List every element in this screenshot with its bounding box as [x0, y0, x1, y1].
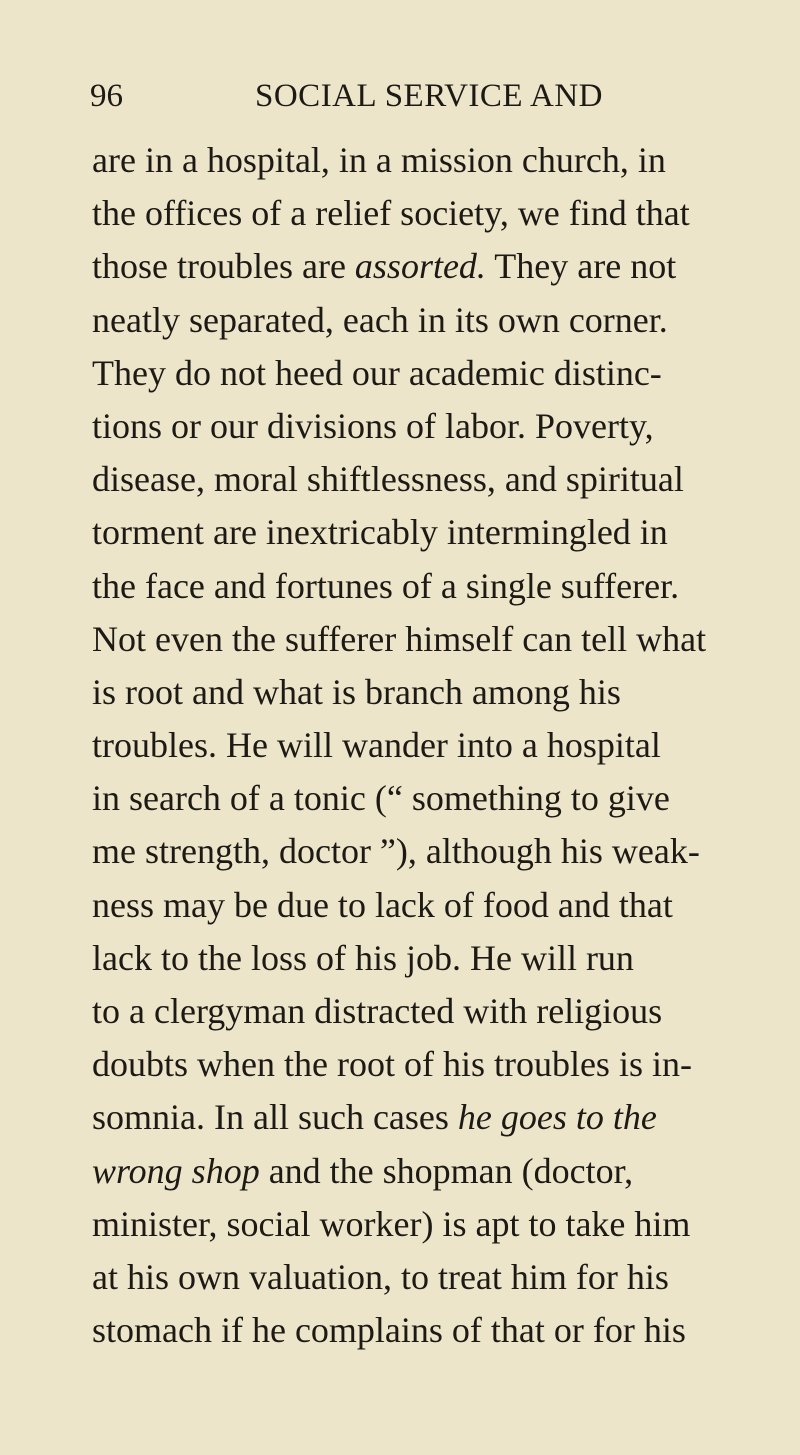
text-line: is root and what is branch among his — [92, 671, 621, 712]
emphasis-wrong-shop: wrong shop — [92, 1150, 260, 1191]
page-number: 96 — [90, 78, 123, 114]
text-line: stomach if he complains of that or for his — [92, 1310, 686, 1351]
text-line: in search of a tonic (“ something to give — [92, 778, 670, 819]
text-line: doubts when the root of his troubles is in- — [92, 1044, 692, 1085]
text-line: wrong shop and the shopman (doctor, — [92, 1150, 634, 1191]
text-line: lack to the loss of his job. He will run — [92, 937, 634, 978]
text-line: neatly separated, each in its own corner. — [92, 299, 668, 340]
text-line: ness may be due to lack of food and that — [92, 884, 673, 925]
text-line: those troubles are assorted. They are not — [92, 246, 677, 287]
text-line: torment are inextricably intermingled in — [92, 512, 668, 553]
text-line: me strength, doctor ”), although his weak- — [92, 831, 700, 872]
text-line: disease, moral shiftlessness, and spiritual — [92, 459, 684, 500]
text-line: Not even the sufferer himself can tell what — [92, 618, 707, 659]
text-line: the face and fortunes of a single sufferer. — [92, 565, 680, 606]
text-line: They do not heed our academic distinc- — [92, 352, 662, 393]
running-head-title: SOCIAL SERVICE AND — [255, 78, 603, 114]
text-line: tions or our divisions of labor. Poverty, — [92, 405, 654, 446]
text-line: somnia. In all such cases he goes to the — [92, 1097, 657, 1138]
text-line: the offices of a relief society, we find that — [92, 193, 690, 234]
running-head — [90, 78, 780, 122]
text-line: minister, social worker) is apt to take him — [92, 1203, 691, 1244]
body-text — [92, 134, 792, 1357]
text-line: to a clergyman distracted with religious — [92, 991, 663, 1031]
emphasis-assorted: assorted. — [354, 246, 486, 287]
emphasis-he-goes-to-the: he goes to the — [457, 1097, 657, 1138]
text-line: at his own valuation, to treat him for his — [92, 1256, 669, 1297]
text-line: troubles. He will wander into a hospital — [92, 725, 661, 766]
text-line: are in a hospital, in a mission church, in — [92, 140, 666, 180]
